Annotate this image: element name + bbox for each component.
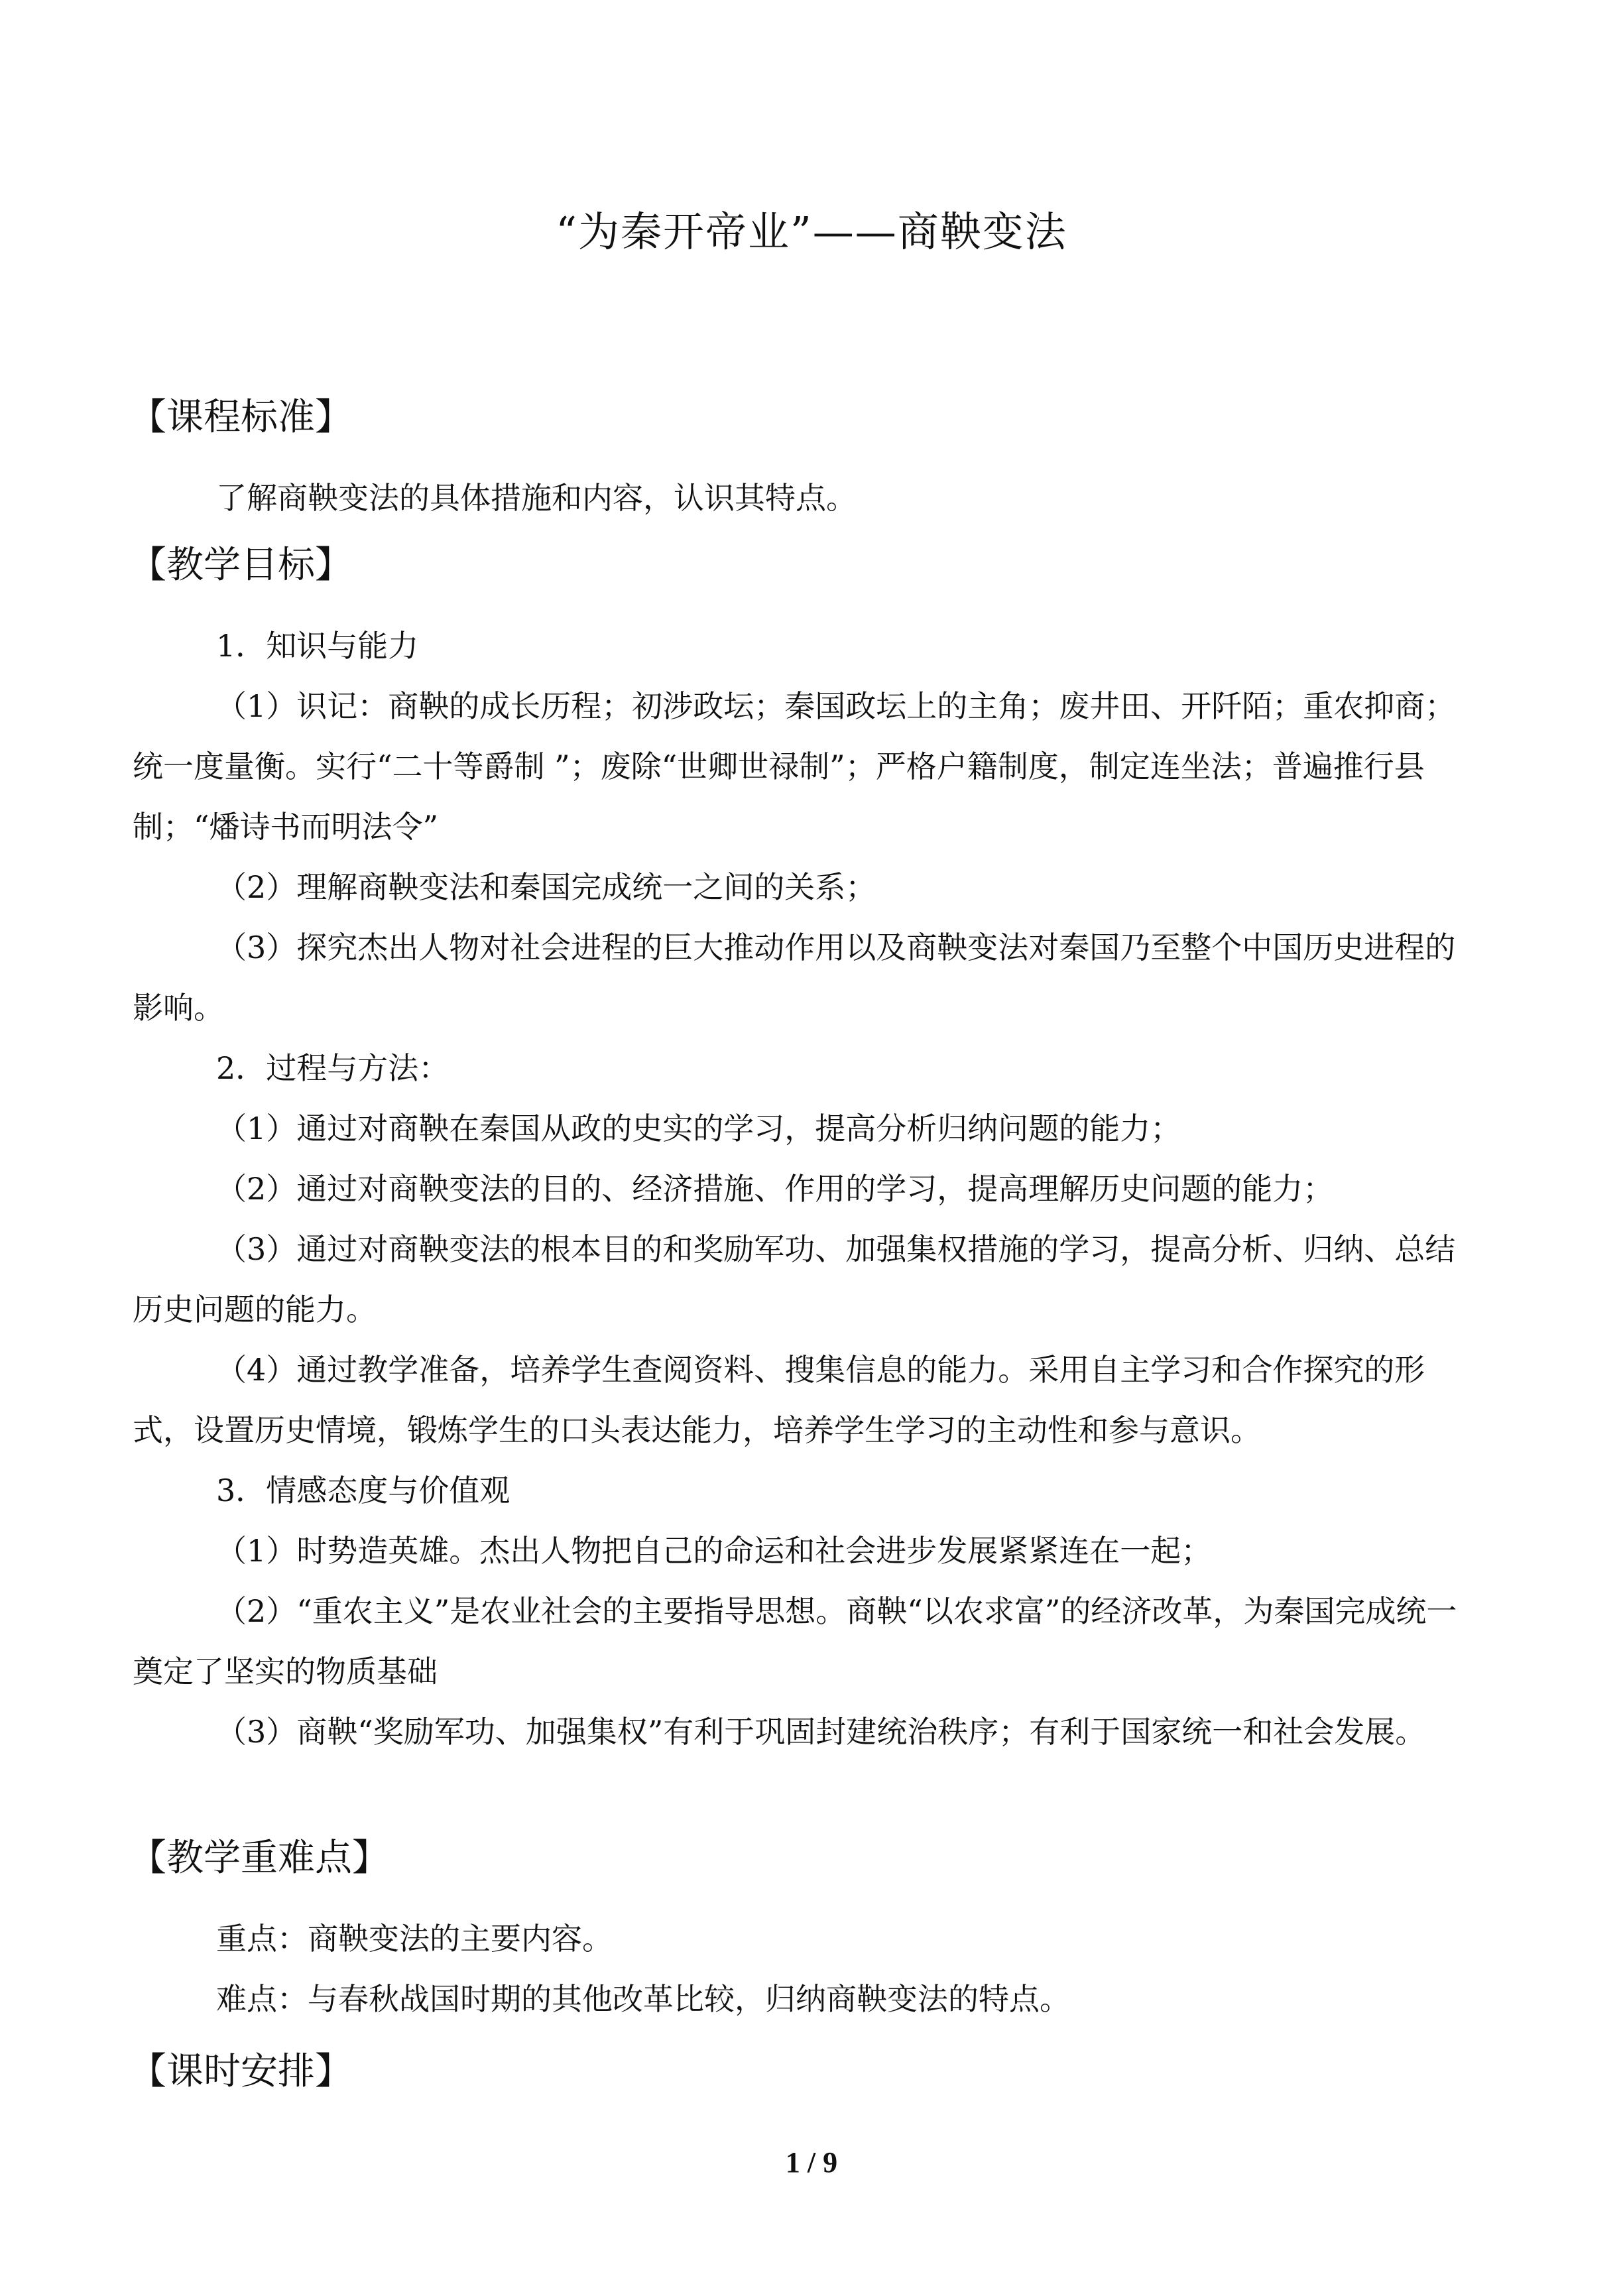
page-number: 1 / 9 [785, 2146, 838, 2179]
goal-1-title: 1．知识与能力 [216, 628, 419, 664]
goal-3-item-1: （1）时势造英雄。杰出人物把自己的命运和社会进步发展紧紧连在一起； [216, 1533, 1212, 1569]
goal-3-title: 3．情感态度与价值观 [216, 1473, 511, 1508]
goal-2-item-4: （4）通过教学准备，培养学生查阅资料、搜集信息的能力。采用自主学习和合作探究的形式，设置历史情境，锻炼学生的口头表达能力，培养学生学习的主动性和参与意识。 [133, 1352, 1425, 1448]
goal-2-item-1: （1）通过对商鞅在秦国从政的史实的学习，提高分析归纳问题的能力； [216, 1111, 1181, 1146]
difficult-point: 难点：与春秋战国时期的其他改革比较，归纳商鞅变法的特点。 [216, 1981, 1070, 2017]
standard-text: 了解商鞅变法的具体措施和内容，认识其特点。 [216, 480, 857, 516]
goal-3-item-3: （3）商鞅“奖励军功、加强集权”有利于巩固封建统治秩序；有利于国家统一和社会发展。 [216, 1714, 1426, 1750]
goal-2-title: 2．过程与方法： [216, 1050, 450, 1086]
section-heading-keypoints: 【教学重难点】 [129, 1837, 389, 1880]
goal-1-item-3: （3）探究杰出人物对社会进程的巨大推动作用以及商鞅变法对秦国乃至整个中国历史进程的影响。 [133, 930, 1456, 1026]
goal-1-item-1: （1）识记：商鞅的成长历程；初涉政坛；秦国政坛上的主角；废井田、开阡陌；重农抑商；统一度量衡。实行“二十等爵制 ”；废除“世卿世禄制”；严格户籍制度，制定连坐法；普遍推行县制；“燔诗书而明法令” [133, 688, 1456, 845]
goal-3-item-2: （2）“重农主义”是农业社会的主要指导思想。商鞅“以农求富”的经济改革，为秦国完成统一奠定了坚实的物质基础 [133, 1593, 1457, 1689]
section-heading-standard: 【课程标准】 [129, 396, 352, 439]
goal-2-item-3: （3）通过对商鞅变法的根本目的和奖励军功、加强集权措施的学习，提高分析、归纳、总结历史问题的能力。 [133, 1231, 1456, 1327]
goal-1-item-2: （2）理解商鞅变法和秦国完成统一之间的关系； [216, 869, 876, 905]
section-heading-goals: 【教学目标】 [129, 544, 352, 587]
key-point: 重点：商鞅变法的主要内容。 [216, 1921, 613, 1957]
section-heading-schedule: 【课时安排】 [129, 2050, 352, 2093]
document-title: “为秦开帝业”——商鞅变法 [556, 208, 1067, 256]
goal-2-item-2: （2）通过对商鞅变法的目的、经济措施、作用的学习，提高理解历史问题的能力； [216, 1171, 1334, 1207]
